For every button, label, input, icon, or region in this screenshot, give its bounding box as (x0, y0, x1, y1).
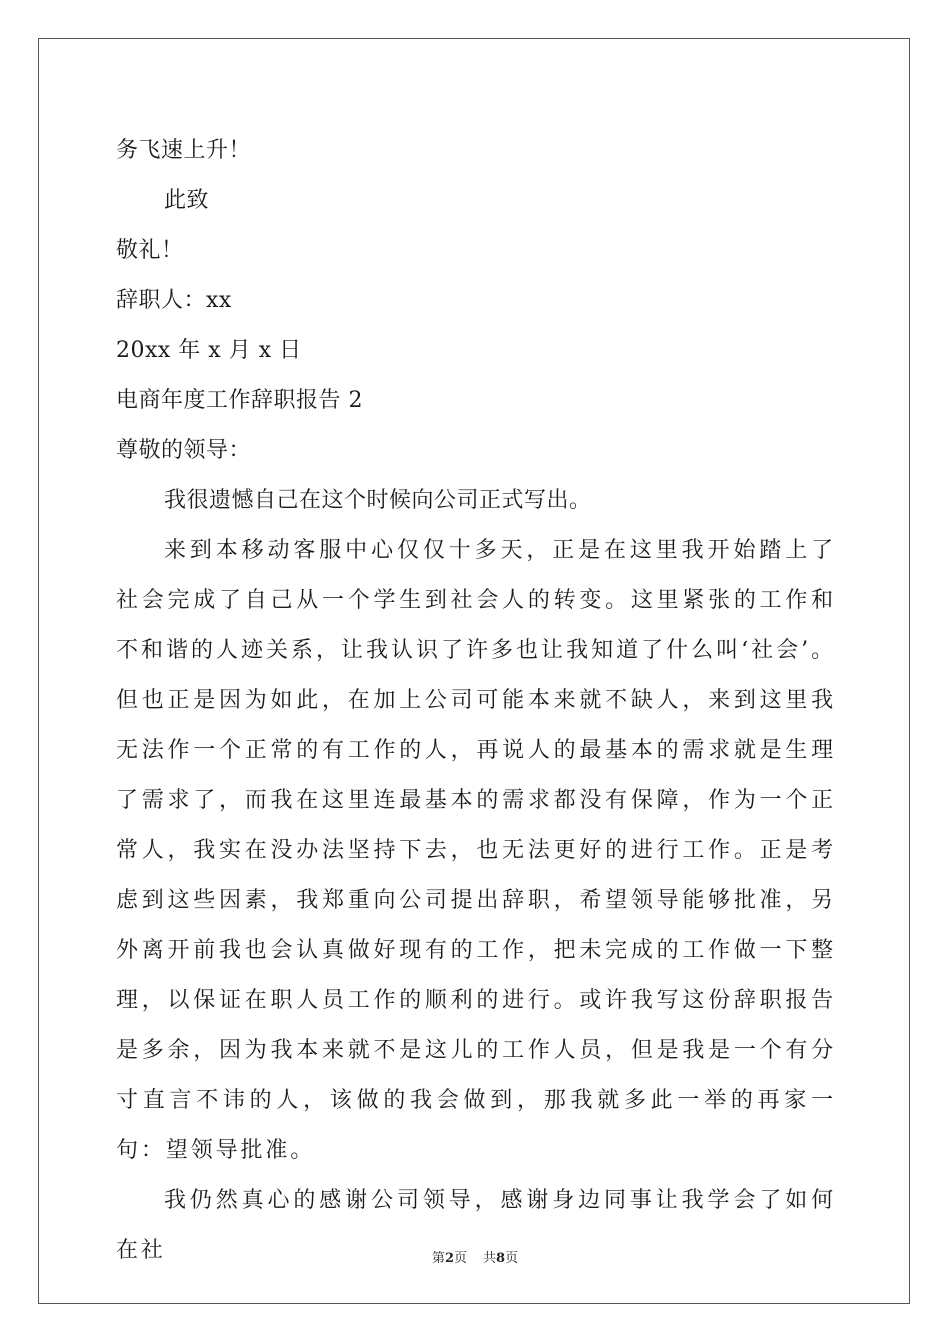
total-prefix: 共 (483, 1251, 497, 1266)
signature-date: 20xx 年 x 月 x 日 (116, 338, 302, 363)
report-title: 电商年度工作辞职报告 2 (116, 388, 363, 413)
total-page-number: 8 (496, 1251, 506, 1266)
total-suffix: 页 (505, 1251, 519, 1266)
greeting: 尊敬的领导： (116, 438, 252, 463)
current-page-number: 2 (444, 1251, 454, 1266)
salutation-jingli: 敬礼！ (116, 238, 184, 263)
body-paragraph: 来到本移动客服中心仅仅十多天，正是在这里我开始踏上了社会完成了自己从一个学生到社会人的转变。这里紧张的工作和不和谐的人迹关系，让我认识了许多也让我知道了什么叫‘社会’。但也正是因为如此，在加上公司可能本来就不缺人，来到这里我无法作一个正常的有工作的人，再说人的最基本的需求就是生理了需求了，而我在这里连最基本的需求都没有保障，作为一个正常人，我实在没办法坚持下去，也无法更好的进行工作。正是考虑到这些因素，我郑重向公司提出辞职，希望领导能够批准，另外离开前我也会认真做好现有的工作，把未完成的工作做一下整理，以保证在职人员工作的顺利的进行。或许我写这份辞职报告是多余，因为我本来就不是这儿的工作人员，但是我是一个有分寸直言不讳的人，该做的我会做到，那我就多此一举的再家一句：望领导批准。 (116, 538, 836, 1163)
page-prefix: 第 (431, 1251, 445, 1266)
body-paragraph-final: 我仍然真心的感谢公司领导，感谢身边同事让我学会了如何在社 (116, 1188, 836, 1263)
signature-name: 辞职人：xx (116, 288, 232, 313)
page-footer (0, 1247, 950, 1266)
page-suffix: 页 (453, 1251, 467, 1266)
salutation-cizhi: 此致 (164, 188, 210, 213)
closing-line: 务飞速上升！ (116, 138, 252, 163)
document-body (116, 126, 836, 1276)
intro-line: 我很遗憾自己在这个时候向公司正式写出。 (164, 488, 592, 513)
